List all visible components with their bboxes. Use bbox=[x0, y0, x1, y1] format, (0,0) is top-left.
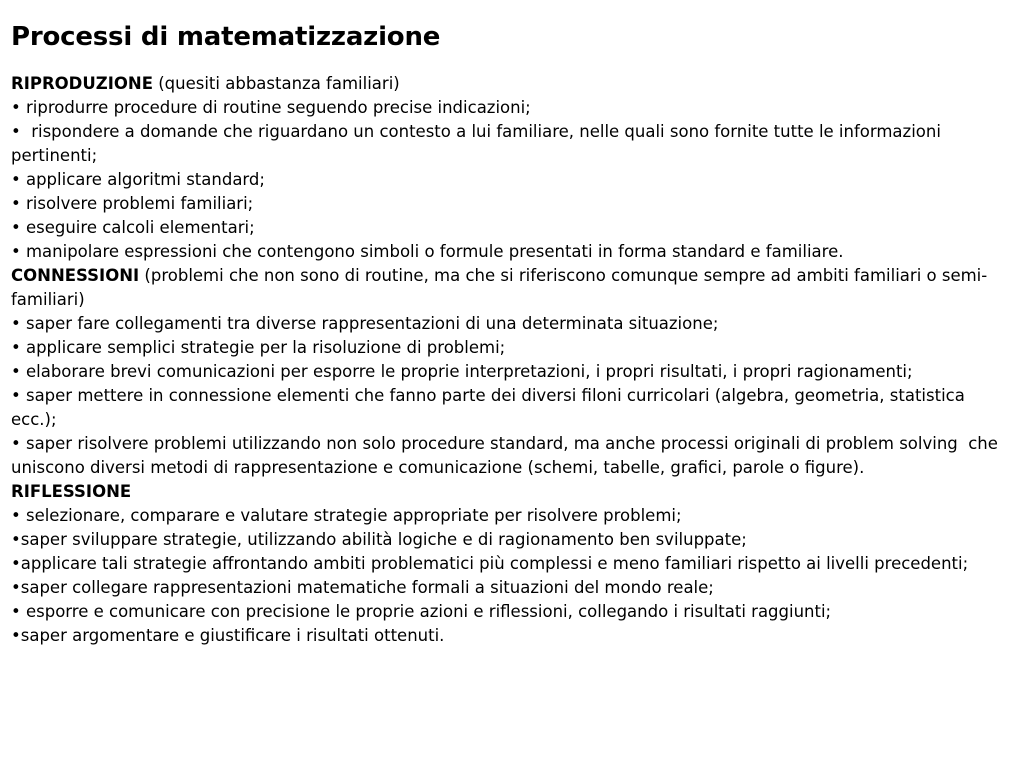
section-note: (quesiti abbastanza familiari) bbox=[152, 74, 400, 93]
list-item: • riprodurre procedure di routine seguendo precise indicazioni; bbox=[11, 98, 531, 117]
section-name: RIFLESSIONE bbox=[11, 482, 132, 501]
section-name: RIPRODUZIONE bbox=[11, 74, 153, 93]
section-riflessione bbox=[11, 480, 1015, 648]
list-item: • saper mettere in connessione elementi che fanno parte dei diversi filoni curricolari (algebra, geometria, statistica ecc.); bbox=[11, 386, 971, 429]
section-note: (problemi che non sono di routine, ma che si riferiscono comunque sempre ad ambiti familiari o semi-familiari) bbox=[11, 266, 988, 309]
section-name: CONNESSIONI bbox=[11, 266, 140, 285]
bullet-list bbox=[11, 504, 1015, 648]
list-item: • applicare semplici strategie per la risoluzione di problemi; bbox=[11, 338, 506, 357]
list-item: • manipolare espressioni che contengono simboli o formule presentati in forma standard e familiare. bbox=[11, 242, 844, 261]
slide-content bbox=[11, 20, 1015, 648]
section-riproduzione bbox=[11, 72, 1015, 264]
list-item: • rispondere a domande che riguardano un contesto a lui familiare, nelle quali sono fornite tutte le informazioni pertinenti; bbox=[11, 122, 947, 165]
section-heading bbox=[11, 72, 1015, 96]
list-item: • saper risolvere problemi utilizzando non solo procedure standard, ma anche processi originali di problem solving che uniscono diversi metodi di rappresentazione e comunicazione (schemi, tabelle, grafici, parole o figure). bbox=[11, 434, 1004, 477]
list-item: •saper argomentare e giustificare i risultati ottenuti. bbox=[11, 626, 445, 645]
list-item: • risolvere problemi familiari; bbox=[11, 194, 254, 213]
section-heading bbox=[11, 480, 1015, 504]
section-heading bbox=[11, 264, 1015, 312]
list-item: • saper fare collegamenti tra diverse rappresentazioni di una determinata situazione; bbox=[11, 314, 719, 333]
list-item: • eseguire calcoli elementari; bbox=[11, 218, 255, 237]
list-item: •applicare tali strategie affrontando ambiti problematici più complessi e meno familiari rispetto ai livelli precedenti; bbox=[11, 554, 969, 573]
list-item: • applicare algoritmi standard; bbox=[11, 170, 265, 189]
list-item: • elaborare brevi comunicazioni per esporre le proprie interpretazioni, i propri risultati, i propri ragionamenti; bbox=[11, 362, 913, 381]
list-item: • esporre e comunicare con precisione le proprie azioni e riflessioni, collegando i risultati raggiunti; bbox=[11, 602, 832, 621]
section-connessioni bbox=[11, 264, 1015, 480]
bullet-list bbox=[11, 312, 1015, 480]
list-item: • selezionare, comparare e valutare strategie appropriate per risolvere problemi; bbox=[11, 506, 682, 525]
list-item: •saper sviluppare strategie, utilizzando abilità logiche e di ragionamento ben sviluppate; bbox=[11, 530, 747, 549]
page-title: Processi di matematizzazione bbox=[11, 22, 441, 52]
list-item: •saper collegare rappresentazioni matematiche formali a situazioni del mondo reale; bbox=[11, 578, 714, 597]
bullet-list bbox=[11, 96, 1015, 264]
